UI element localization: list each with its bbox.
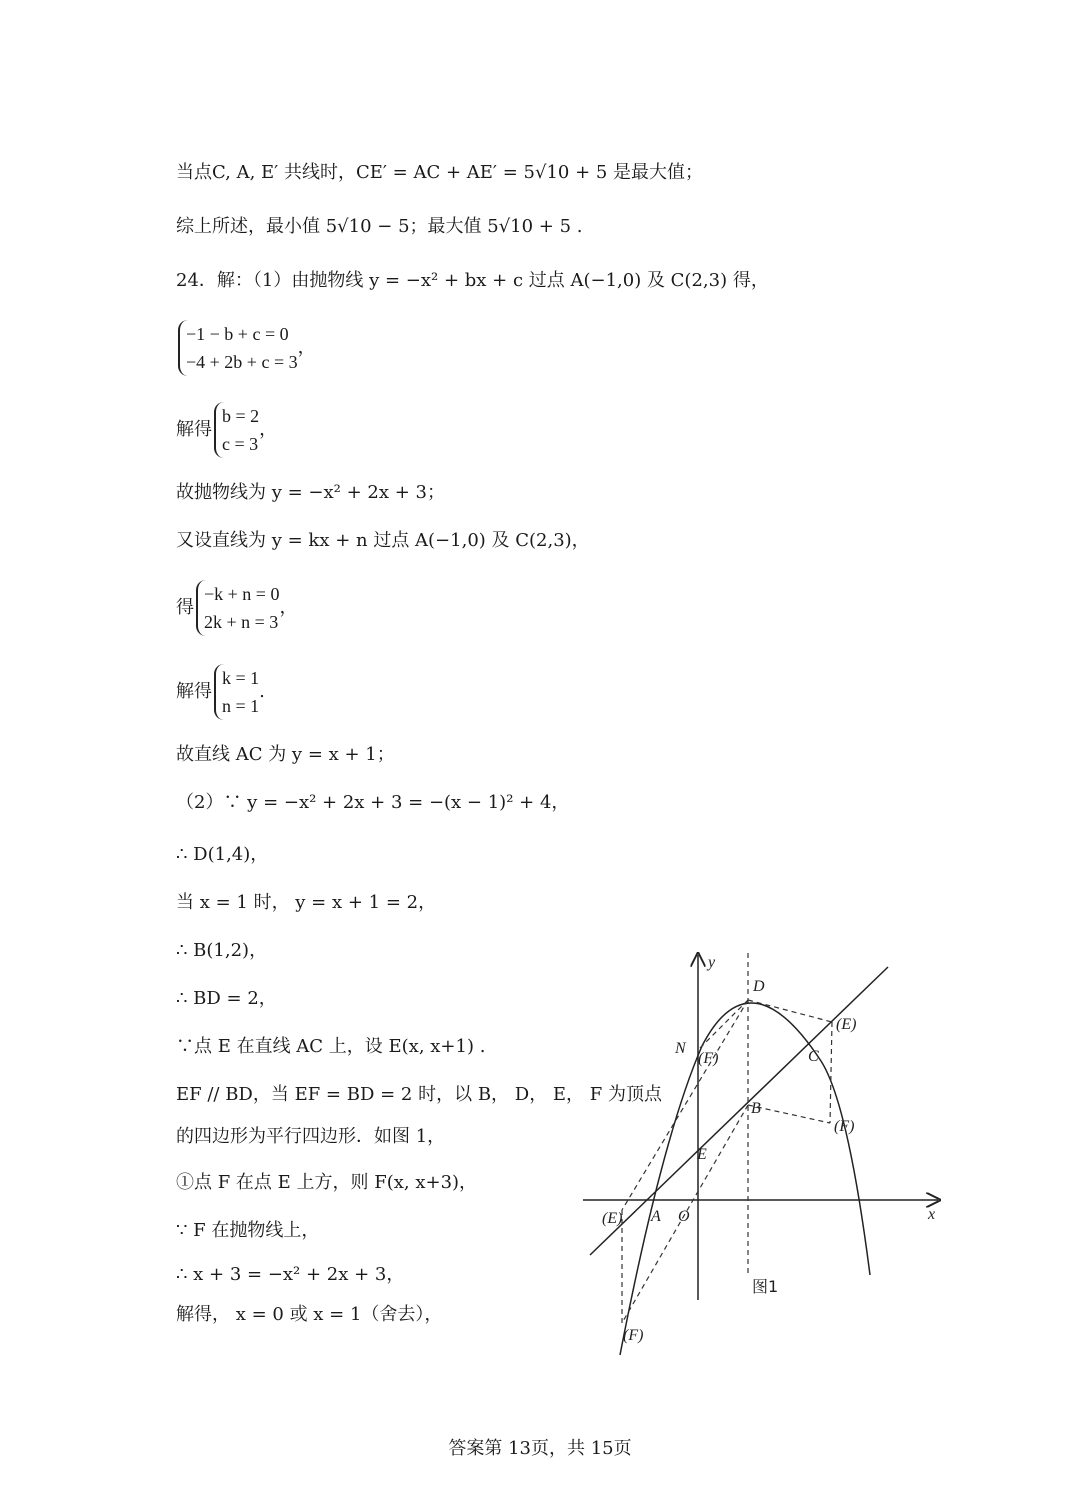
text-line-16: ∵点 E 在直线 AC 上，设 E(x, x+1) . bbox=[176, 1036, 486, 1057]
label-y: y bbox=[708, 954, 716, 971]
label-b: B bbox=[751, 1100, 761, 1117]
eq-3b: 2k + n = 3 bbox=[204, 612, 279, 632]
eq-2-tail: ， bbox=[259, 419, 278, 440]
text-line-19: ①点 F 在点 E 上方，则 F(x, x+3)， bbox=[176, 1172, 478, 1193]
label-o: O bbox=[678, 1208, 690, 1225]
eq-4b: n = 1 bbox=[222, 696, 260, 716]
label-x: x bbox=[928, 1206, 936, 1223]
eq-4-tail: . bbox=[259, 681, 265, 702]
get-label: 得 bbox=[176, 597, 194, 618]
label-a: A bbox=[651, 1208, 661, 1225]
equation-system-2 bbox=[176, 580, 297, 636]
label-eleft: (E) bbox=[602, 1210, 623, 1227]
text-line-10: 故直线 AC 为 y = x + 1； bbox=[176, 744, 395, 765]
label-fright: (F) bbox=[834, 1118, 855, 1135]
eq-2b: c = 3 bbox=[222, 434, 259, 454]
text-line-15: ∴ BD = 2， bbox=[176, 988, 277, 1009]
label-c: C bbox=[808, 1048, 819, 1065]
figure-caption: 图1 bbox=[752, 1277, 779, 1296]
parabola-figure bbox=[580, 945, 950, 1365]
text-line-17: EF // BD，当 EF = BD = 2 时，以 B， D， E， F 为顶点 bbox=[176, 1084, 662, 1105]
eq-2a: b = 2 bbox=[222, 406, 260, 426]
eq-1a: −1 − b + c = 0 bbox=[186, 324, 289, 344]
text-line-3: 24．解：（1）由抛物线 y = −x² + bx + c 过点 A(−1,0) 及 C(2,3) 得， bbox=[176, 270, 769, 291]
line-ac bbox=[590, 967, 888, 1255]
label-e: E bbox=[697, 1146, 707, 1163]
text-line-21: ∴ x + 3 = −x² + 2x + 3， bbox=[176, 1264, 405, 1285]
label-fbottom: (F) bbox=[623, 1327, 644, 1344]
dash-d-eleft bbox=[622, 1000, 748, 1210]
dash-d-etop bbox=[748, 1000, 832, 1022]
eq-4a: k = 1 bbox=[222, 668, 260, 688]
text-line-2: 综上所述，最小值 5√10 − 5；最大值 5√10 + 5 . bbox=[176, 216, 583, 237]
label-d: D bbox=[753, 978, 765, 995]
solve-label-1: 解得 bbox=[176, 419, 212, 440]
page-footer: 答案第 13页，共 15页 bbox=[448, 1438, 632, 1459]
eq-3-tail: ， bbox=[279, 597, 298, 618]
text-line-18: 的四边形为平行四边形．如图 1， bbox=[176, 1126, 446, 1147]
text-line-13: 当 x = 1 时， y = x + 1 = 2， bbox=[176, 892, 437, 913]
solution-system-2 bbox=[176, 664, 265, 720]
eq-1b: −4 + 2b + c = 3 bbox=[186, 352, 298, 372]
text-line-7: 又设直线为 y = kx + n 过点 A(−1,0) 及 C(2,3)， bbox=[176, 530, 590, 551]
solve-label-2: 解得 bbox=[176, 681, 212, 702]
eq-3a: −k + n = 0 bbox=[204, 584, 280, 604]
parabola-curve bbox=[620, 1003, 870, 1355]
label-ftop: (F) bbox=[698, 1050, 719, 1067]
text-line-6: 故抛物线为 y = −x² + 2x + 3； bbox=[176, 482, 445, 503]
equation-system-1 bbox=[176, 320, 316, 376]
label-n: N bbox=[675, 1040, 686, 1057]
text-line-22: 解得， x = 0 或 x = 1（舍去）， bbox=[176, 1304, 443, 1325]
dash-etop-fright bbox=[830, 1022, 832, 1123]
text-line-12: ∴ D(1,4)， bbox=[176, 844, 269, 865]
text-line-1: 当点C, A, E′ 共线时，CE′ = AC + AE′ = 5√10 + 5 是最大值； bbox=[176, 162, 704, 183]
text-line-14: ∴ B(1,2)， bbox=[176, 940, 268, 961]
text-line-11: （2）∵ y = −x² + 2x + 3 = −(x − 1)² + 4， bbox=[176, 792, 570, 813]
text-line-20: ∵ F 在抛物线上， bbox=[176, 1220, 320, 1241]
solution-system-1 bbox=[176, 402, 277, 458]
eq-1-tail: ， bbox=[297, 337, 316, 358]
label-etop: (E) bbox=[836, 1016, 857, 1033]
